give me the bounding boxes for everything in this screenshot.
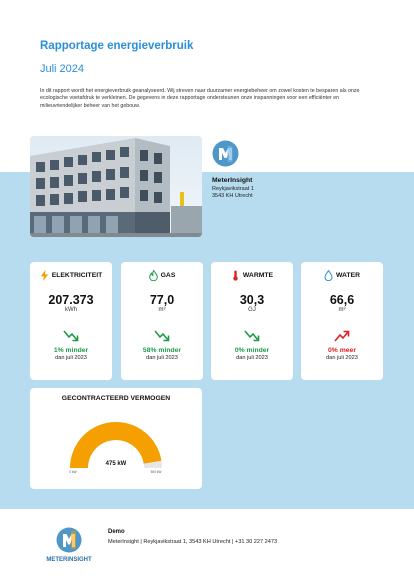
card-value: 77,0 <box>149 293 175 307</box>
card-period: dan juli 2023 <box>326 355 358 361</box>
card-value: 30,3 <box>239 293 265 307</box>
card-label: ELEKTRICITEIT <box>51 272 103 279</box>
gauge-min-label: 0 kW <box>69 470 77 474</box>
card-period: dan juli 2023 <box>55 355 87 361</box>
report-period: Juli 2024 <box>40 63 85 75</box>
card-unit: m³ <box>158 307 166 313</box>
card-change: 1% minder <box>53 347 89 354</box>
gauge-value-label: 475 kW <box>105 461 127 467</box>
intro-text: In dit rapport wordt het energieverbruik geanalyseerd. Wij streven naar duurzamer energiebeheer om zowel kosten te besparen als onze ecologische voetafdruk te verkleinen. De gegevens in deze rapportage ondersteunen onze inspanningen voor een efficiënter en milieuvriendelijker beheer van het gebouw. <box>40 88 360 109</box>
trend-down-icon <box>63 329 79 347</box>
lightning-icon <box>40 270 49 281</box>
card-label: WARMTE <box>242 272 274 279</box>
card-label: WATER <box>335 272 361 279</box>
card-gas <box>121 262 203 380</box>
card-change: 0% minder <box>234 347 270 354</box>
card-value: 66,6 <box>329 293 355 307</box>
card-electricity <box>30 262 112 380</box>
card-period: dan juli 2023 <box>146 355 178 361</box>
card-unit: kWh <box>65 307 77 313</box>
water-drop-icon <box>324 270 333 281</box>
card-unit: m³ <box>338 307 346 313</box>
card-heat <box>211 262 293 380</box>
card-change: 58% minder <box>142 347 182 354</box>
gauge-title: GECONTRACTEERD VERMOGEN <box>61 395 171 402</box>
trend-up-icon <box>334 329 350 347</box>
building-photo <box>30 136 202 237</box>
gauge-chart <box>30 388 202 489</box>
footer-logo <box>39 526 99 566</box>
company-street: Reykjavikstraat 1 <box>212 186 254 192</box>
card-value: 207.373 <box>48 293 94 307</box>
card-water <box>301 262 383 380</box>
footer-logo-text: METERINSIGHT <box>46 557 92 563</box>
footer-name: Demo <box>108 529 125 535</box>
card-period: dan juli 2023 <box>236 355 268 361</box>
trend-down-icon <box>244 329 260 347</box>
meterinsight-logo <box>212 140 239 167</box>
gauge-card <box>30 388 202 489</box>
card-unit: GJ <box>248 307 256 313</box>
footer-contact: MeterInsight | Reykjavikstraat 1, 3543 KH Utrecht | +31 30 227 2473 <box>108 539 278 545</box>
report-title: Rapportage energieverbruik <box>40 40 194 52</box>
card-label: GAS <box>160 272 176 279</box>
flame-icon <box>149 270 158 281</box>
gauge-max-label: 500 kW <box>150 470 162 474</box>
company-postal-city: 3543 KH Utrecht <box>212 193 253 199</box>
thermometer-icon <box>231 270 240 281</box>
card-change: 0% meer <box>328 347 356 354</box>
trend-down-icon <box>154 329 170 347</box>
company-name: MeterInsight <box>212 177 253 184</box>
